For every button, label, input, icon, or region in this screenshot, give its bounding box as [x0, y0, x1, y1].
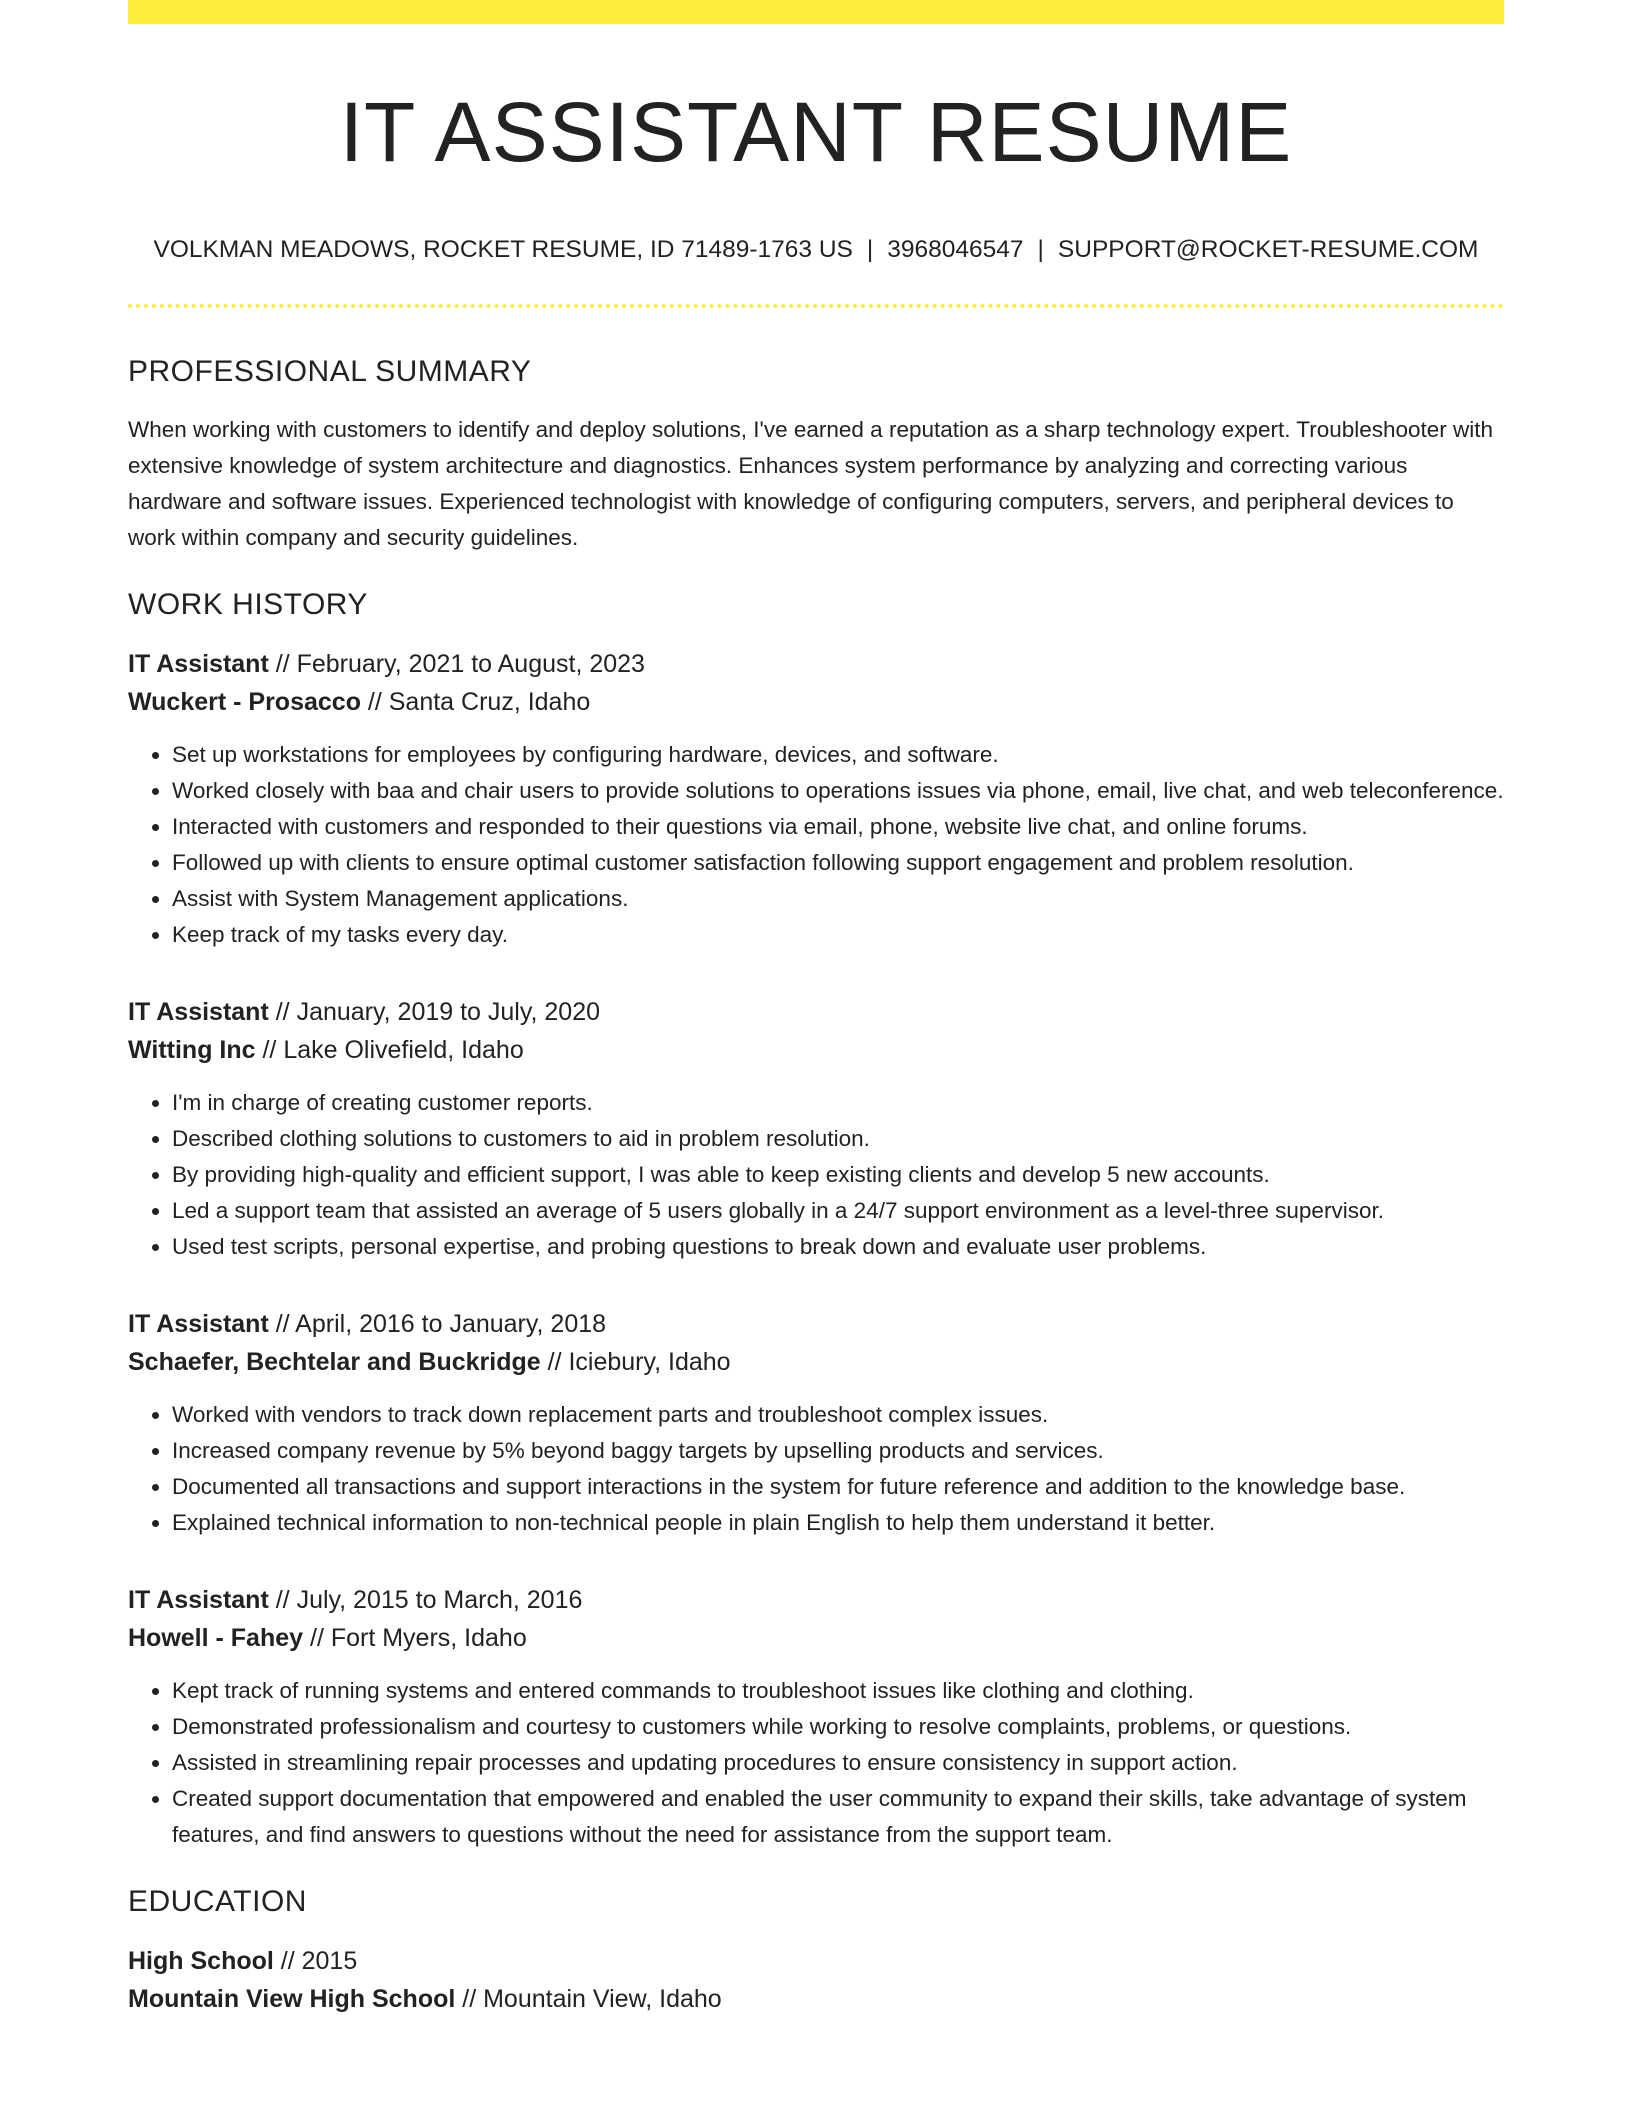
contact-address: VOLKMAN MEADOWS, ROCKET RESUME, ID 71489-1763 US — [153, 235, 853, 263]
job-bullet-list — [128, 1673, 1504, 1853]
education-year: // 2015 — [273, 1947, 358, 1976]
job-dates: // July, 2015 to March, 2016 — [268, 1586, 583, 1615]
job-entry — [128, 993, 1504, 1265]
job-bullet: • I'm in charge of creating customer reports. — [172, 1085, 1504, 1121]
contact-phone: 3968046547 — [887, 235, 1024, 263]
job-dates: // January, 2019 to July, 2020 — [268, 998, 601, 1027]
job-bullet-list — [128, 1397, 1504, 1541]
job-bullet: • Set up workstations for employees by configuring hardware, devices, and software. — [172, 737, 1504, 773]
job-bullet: • Documented all transactions and support interactions in the system for future reference and addition to the knowledge base. — [172, 1469, 1504, 1505]
job-title: IT Assistant — [128, 998, 269, 1027]
job-location: // Fort Myers, Idaho — [303, 1624, 527, 1653]
summary-heading: PROFESSIONAL SUMMARY — [128, 355, 532, 389]
job-title-line — [128, 1581, 1504, 1619]
accent-top-bar — [128, 0, 1504, 24]
job-title: IT Assistant — [128, 650, 269, 679]
job-bullet: • Kept track of running systems and entered commands to troubleshoot issues like clothing and clothing. — [172, 1673, 1504, 1709]
job-bullet-list — [128, 737, 1504, 953]
contact-separator: | — [866, 235, 874, 263]
education-location: // Mountain View, Idaho — [455, 1985, 722, 2014]
job-bullet: • Assisted in streamlining repair processes and updating procedures to ensure consistency in support action. — [172, 1745, 1504, 1781]
contact-email: SUPPORT@ROCKET-RESUME.COM — [1057, 235, 1479, 263]
job-title-line — [128, 1305, 1504, 1343]
job-bullet: • Followed up with clients to ensure optimal customer satisfaction following support engagement and problem resolution. — [172, 845, 1504, 881]
education-school: Mountain View High School — [128, 1985, 456, 2014]
job-entry — [128, 1581, 1504, 1853]
job-title: IT Assistant — [128, 1310, 269, 1339]
resume-page — [128, 0, 1504, 2018]
job-bullet: • Described clothing solutions to customers to aid in problem resolution. — [172, 1121, 1504, 1157]
job-title-line — [128, 645, 1504, 683]
job-bullet: • Led a support team that assisted an average of 5 users globally in a 24/7 support environment as a level-three supervisor. — [172, 1193, 1504, 1229]
job-bullet: • Explained technical information to non-technical people in plain English to help them understand it better. — [172, 1505, 1504, 1541]
education-school-line — [128, 1980, 1504, 2018]
dotted-divider — [128, 304, 1504, 308]
contact-separator: | — [1037, 235, 1044, 263]
resume-title: IT ASSISTANT RESUME — [339, 85, 1293, 179]
job-bullet-list — [128, 1085, 1504, 1265]
job-bullet: • Worked closely with baa and chair users to provide solutions to operations issues via phone, email, live chat, and web teleconference. — [172, 773, 1504, 809]
job-location: // Santa Cruz, Idaho — [360, 688, 591, 717]
job-bullet: • Keep track of my tasks every day. — [172, 917, 1504, 953]
job-location: // Lake Olivefield, Idaho — [255, 1036, 524, 1065]
job-bullet: • By providing high-quality and efficient support, I was able to keep existing clients and develop 5 new accounts. — [172, 1157, 1504, 1193]
job-bullet: • Worked with vendors to track down replacement parts and troubleshoot complex issues. — [172, 1397, 1504, 1433]
job-bullet: • Created support documentation that empowered and enabled the user community to expand their skills, take advantage of system features, and find answers to questions without the need for assistance from the support team. — [172, 1781, 1504, 1853]
job-title: IT Assistant — [128, 1586, 269, 1615]
job-dates: // February, 2021 to August, 2023 — [268, 650, 645, 679]
education-degree-line — [128, 1942, 1504, 1980]
job-bullet: • Demonstrated professionalism and courtesy to customers while working to resolve complaints, problems, or questions. — [172, 1709, 1504, 1745]
contact-line — [128, 235, 1504, 264]
job-bullet: • Increased company revenue by 5% beyond baggy targets by upselling products and services. — [172, 1433, 1504, 1469]
job-bullet: • Interacted with customers and responded to their questions via email, phone, website live chat, and online forums. — [172, 809, 1504, 845]
job-entry — [128, 1305, 1504, 1541]
education-heading: EDUCATION — [128, 1885, 307, 1919]
job-company-line — [128, 683, 1504, 721]
job-company: Schaefer, Bechtelar and Buckridge — [128, 1348, 541, 1377]
job-company: Witting Inc — [128, 1036, 256, 1065]
job-bullet: • Used test scripts, personal expertise, and probing questions to break down and evaluate user problems. — [172, 1229, 1504, 1265]
job-company-line — [128, 1619, 1504, 1657]
education-entry — [128, 1942, 1504, 2018]
work-history-heading: WORK HISTORY — [128, 588, 368, 622]
job-title-line — [128, 993, 1504, 1031]
education-degree: High School — [128, 1947, 274, 1976]
job-dates: // April, 2016 to January, 2018 — [268, 1310, 607, 1339]
job-entry — [128, 645, 1504, 953]
job-company: Wuckert - Prosacco — [128, 688, 361, 717]
job-company-line — [128, 1343, 1504, 1381]
summary-text: When working with customers to identify and deploy solutions, I've earned a reputation as a sharp technology expert. Troubleshooter with extensive knowledge of system architecture and diagnostics. Enhances system performance by analyzing and correcting various hardware and software issues. Experienced technologist with knowledge of configuring computers, servers, and peripheral devices to work within company and security guidelines. — [128, 417, 1494, 551]
job-company: Howell - Fahey — [128, 1624, 304, 1653]
job-company-line — [128, 1031, 1504, 1069]
job-location: // Iciebury, Idaho — [540, 1348, 731, 1377]
job-bullet: • Assist with System Management applications. — [172, 881, 1504, 917]
